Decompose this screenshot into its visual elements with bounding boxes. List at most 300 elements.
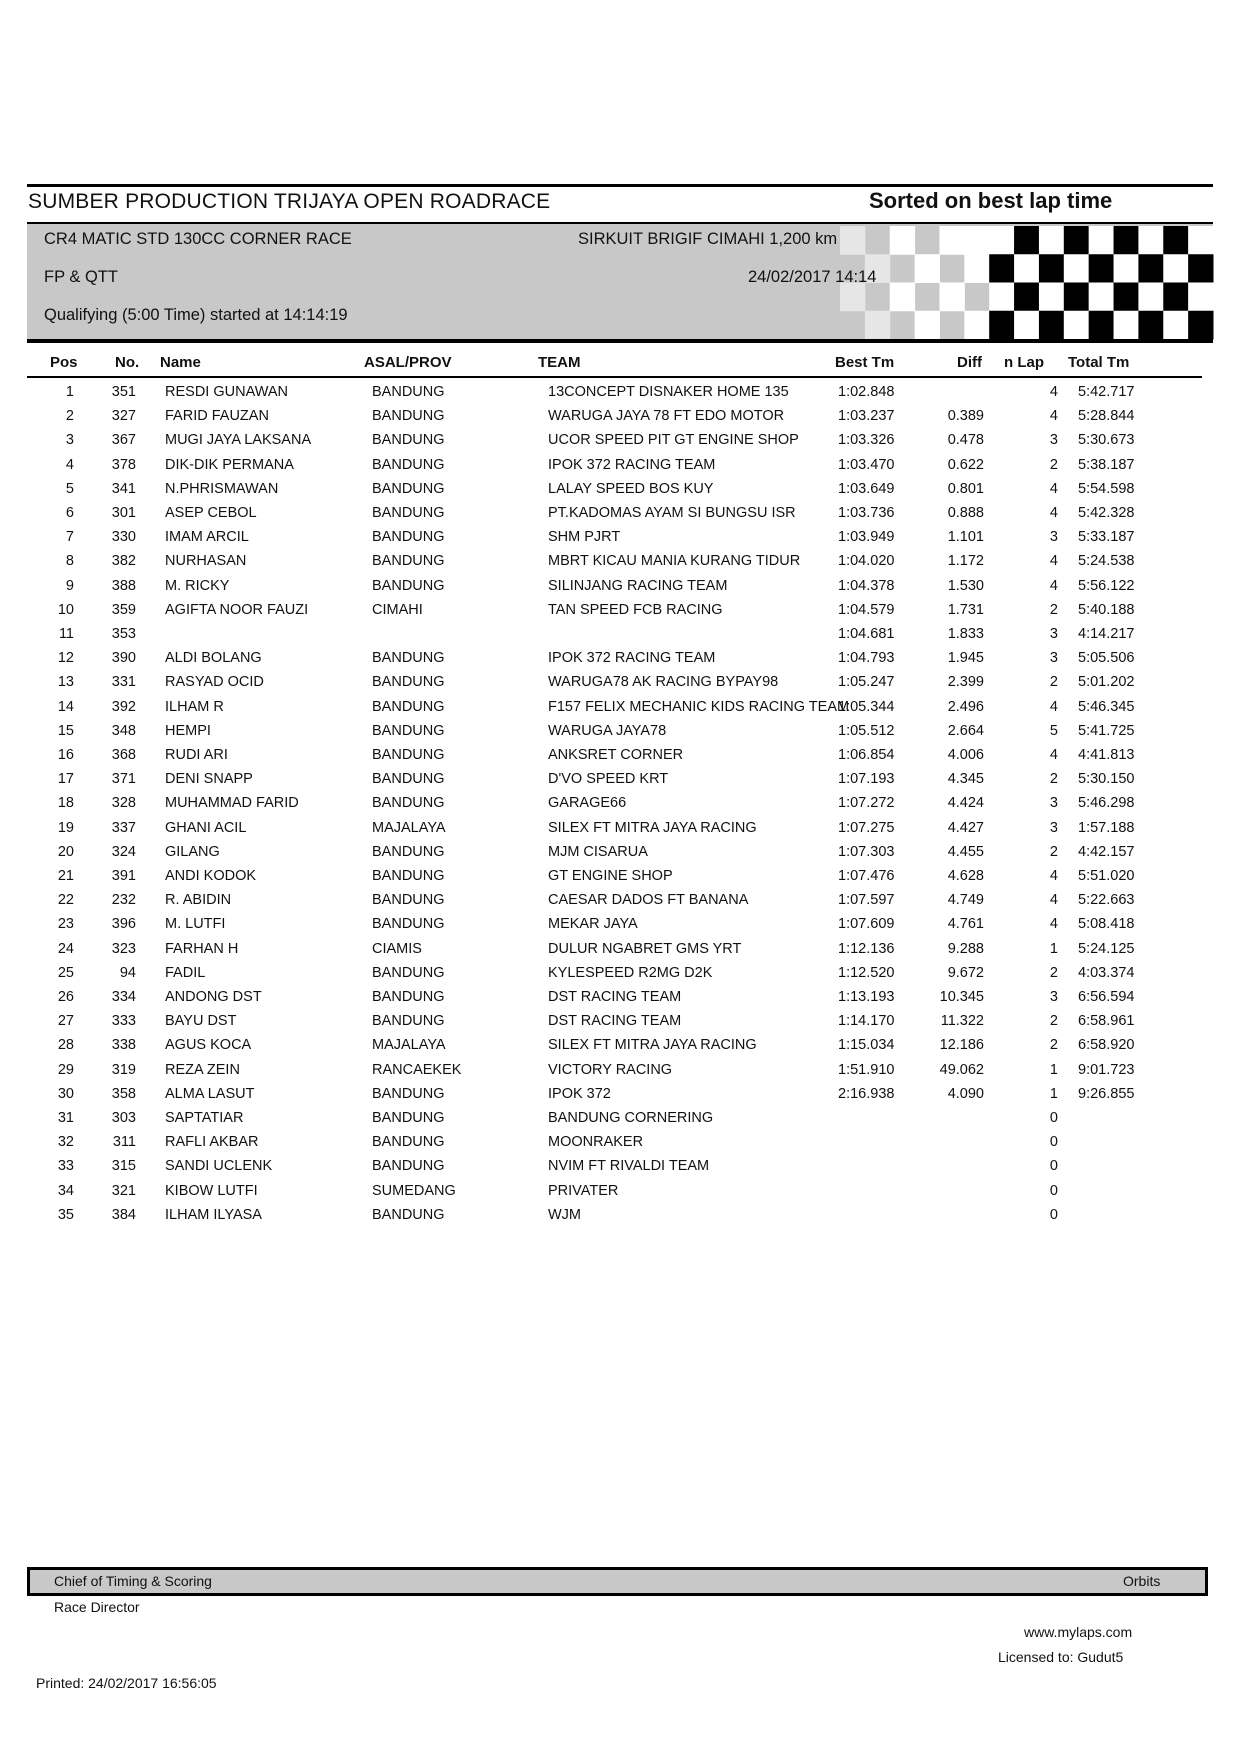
checkered-flag-graphic	[840, 226, 1213, 339]
flag-square	[840, 311, 865, 340]
cell-lap: 0	[1049, 1206, 1058, 1223]
cell-asal: BANDUNG	[372, 868, 445, 884]
cell-total: 5:56.122	[1078, 577, 1135, 594]
cell-diff: 1.833	[947, 626, 984, 642]
flag-square	[1014, 254, 1039, 283]
cell-asal: BANDUNG	[372, 1110, 445, 1126]
cell-diff: 2.496	[947, 698, 984, 715]
header-top-rule	[27, 184, 1213, 187]
col-no: No.	[115, 354, 140, 371]
cell-team: SHM PJRT	[548, 529, 621, 546]
circuit-name: SIRKUIT BRIGIF CIMAHI 1,200 km	[578, 230, 838, 248]
cell-name: ILHAM R	[165, 698, 224, 715]
cell-best: 1:04.378	[838, 577, 895, 594]
cell-total: 5:22.663	[1078, 892, 1135, 909]
cell-diff: 10.345	[939, 989, 984, 1005]
cell-name: FARHAN H	[165, 940, 239, 957]
cell-name: REZA ZEIN	[165, 1061, 240, 1078]
cell-pos: 4	[65, 456, 74, 473]
cell-best: 1:03.949	[838, 529, 895, 546]
cell-total: 5:42.328	[1078, 505, 1135, 521]
cell-no: 330	[111, 529, 136, 546]
cell-lap: 2	[1049, 771, 1058, 788]
col-team: TEAM	[538, 354, 581, 371]
cell-name: GHANI ACIL	[165, 819, 247, 836]
cell-team: DULUR NGABRET GMS YRT	[548, 940, 742, 957]
cell-name: ILHAM ILYASA	[165, 1206, 262, 1223]
flag-square	[1138, 283, 1163, 312]
flag-square	[989, 311, 1014, 340]
cell-name: ANDI KODOK	[165, 868, 257, 884]
cell-diff: 12.186	[939, 1037, 984, 1054]
cell-diff: 2.664	[947, 722, 984, 739]
table-row	[0, 1134, 1240, 1158]
cell-best: 1:03.326	[838, 432, 895, 449]
table-row	[0, 941, 1240, 965]
cell-total: 5:51.020	[1078, 868, 1135, 884]
cell-pos: 24	[57, 940, 74, 957]
flag-square	[964, 311, 989, 340]
cell-team: MJM CISARUA	[548, 843, 648, 860]
cell-name: AGUS KOCA	[165, 1037, 252, 1054]
cell-name: ASEP CEBOL	[165, 505, 257, 521]
cell-no: 323	[111, 940, 136, 957]
cell-diff: 9.672	[947, 964, 984, 981]
cell-name: RUDI ARI	[165, 747, 228, 763]
cell-asal: BANDUNG	[372, 1134, 445, 1151]
cell-lap: 3	[1049, 989, 1058, 1005]
cell-best: 1:05.247	[838, 674, 895, 691]
cell-name: RESDI GUNAWAN	[165, 384, 288, 400]
cell-lap: 3	[1049, 650, 1058, 667]
cell-no: 390	[111, 650, 136, 667]
cell-asal: BANDUNG	[372, 892, 445, 909]
cell-lap: 2	[1049, 674, 1058, 691]
flag-square	[964, 283, 989, 312]
flag-square	[1188, 254, 1213, 283]
cell-team: CAESAR DADOS FT BANANA	[548, 892, 749, 909]
cell-team: MOONRAKER	[548, 1134, 644, 1151]
cell-team: NVIM FT RIVALDI TEAM	[548, 1158, 710, 1175]
cell-lap: 2	[1049, 964, 1058, 981]
cell-no: 348	[111, 722, 136, 739]
flag-square	[1163, 254, 1188, 283]
cell-lap: 4	[1049, 747, 1058, 763]
cell-best: 1:03.736	[838, 505, 895, 521]
cell-team: TAN SPEED FCB RACING	[548, 601, 723, 618]
cell-total: 5:41.725	[1078, 722, 1135, 739]
cell-asal: CIAMIS	[372, 940, 422, 957]
cell-diff: 0.478	[947, 432, 984, 449]
cell-lap: 4	[1049, 916, 1058, 933]
cell-total: 1:57.188	[1078, 819, 1135, 836]
cell-lap: 2	[1049, 601, 1058, 618]
table-row	[0, 650, 1240, 674]
table-row	[0, 384, 1240, 408]
cell-total: 6:58.961	[1078, 1013, 1135, 1030]
flag-square	[1014, 283, 1039, 312]
cell-name: SANDI UCLENK	[165, 1158, 273, 1175]
cell-asal: BANDUNG	[372, 843, 445, 860]
cell-best: 1:03.237	[838, 408, 895, 425]
cell-lap: 4	[1049, 505, 1058, 521]
cell-team: DST RACING TEAM	[548, 989, 682, 1005]
flag-square	[1064, 311, 1089, 340]
col-name: Name	[160, 354, 201, 371]
table-row	[0, 965, 1240, 989]
cell-team: MEKAR JAYA	[548, 916, 638, 933]
cell-best: 1:07.193	[838, 771, 895, 788]
cell-lap: 3	[1049, 529, 1058, 546]
license-label: Licensed to: Gudut5	[998, 1649, 1124, 1665]
cell-lap: 4	[1049, 698, 1058, 715]
cell-total: 5:30.673	[1078, 432, 1135, 449]
cell-best: 1:15.034	[838, 1037, 895, 1054]
table-row	[0, 699, 1240, 723]
cell-team: D'VO SPEED KRT	[548, 771, 669, 788]
flag-square	[1039, 254, 1064, 283]
table-row	[0, 481, 1240, 505]
table-row	[0, 578, 1240, 602]
cell-no: 337	[111, 819, 136, 836]
cell-total: 5:28.844	[1078, 408, 1135, 425]
cell-team: SILEX FT MITRA JAYA RACING	[548, 1037, 757, 1054]
cell-lap: 4	[1049, 408, 1058, 425]
table-row	[0, 844, 1240, 868]
cell-best: 1:12.520	[838, 964, 895, 981]
flag-square	[1089, 283, 1114, 312]
cell-pos: 14	[57, 698, 74, 715]
cell-lap: 5	[1049, 722, 1058, 739]
cell-name: RAFLI AKBAR	[165, 1134, 259, 1151]
cell-total: 6:58.920	[1078, 1037, 1135, 1054]
cell-pos: 2	[65, 408, 74, 425]
flag-square	[1039, 283, 1064, 312]
cell-no: 324	[111, 843, 136, 860]
table-header-rule	[27, 376, 1202, 378]
cell-asal: BANDUNG	[372, 1013, 445, 1030]
cell-no: 303	[111, 1110, 136, 1126]
cell-team: GT ENGINE SHOP	[548, 868, 673, 884]
flag-square	[939, 254, 964, 283]
table-row	[0, 795, 1240, 819]
cell-total: 4:03.374	[1078, 964, 1135, 981]
cell-best: 1:51.910	[838, 1061, 895, 1078]
cell-best: 1:13.193	[838, 989, 895, 1005]
cell-asal: BANDUNG	[372, 795, 445, 812]
flag-square	[1014, 226, 1039, 255]
cell-no: 341	[111, 480, 136, 497]
cell-diff: 0.622	[947, 456, 984, 473]
printed-timestamp: Printed: 24/02/2017 16:56:05	[36, 1675, 217, 1691]
cell-no: 338	[111, 1037, 136, 1054]
cell-no: 367	[111, 432, 136, 449]
cell-name: AGIFTA NOOR FAUZI	[165, 601, 309, 618]
flag-square	[1163, 283, 1188, 312]
cell-lap: 1	[1049, 1085, 1058, 1102]
race-class: CR4 MATIC STD 130CC CORNER RACE	[44, 230, 352, 248]
cell-team: DST RACING TEAM	[548, 1013, 682, 1030]
cell-team: VICTORY RACING	[548, 1061, 673, 1078]
cell-team: GARAGE66	[548, 795, 627, 812]
cell-name: ALDI BOLANG	[165, 650, 262, 667]
cell-name: BAYU DST	[165, 1013, 237, 1030]
cell-asal: BANDUNG	[372, 384, 445, 400]
cell-asal: BANDUNG	[372, 432, 445, 449]
cell-asal: BANDUNG	[372, 771, 445, 788]
cell-team: IPOK 372	[548, 1085, 611, 1102]
table-row	[0, 1110, 1240, 1134]
cell-team: IPOK 372 RACING TEAM	[548, 650, 716, 667]
cell-total: 5:54.598	[1078, 480, 1135, 497]
cell-lap: 3	[1049, 795, 1058, 812]
flag-square	[915, 311, 940, 340]
cell-lap: 4	[1049, 892, 1058, 909]
flag-square	[890, 226, 915, 255]
cell-total: 5:30.150	[1078, 771, 1135, 788]
cell-pos: 30	[57, 1085, 74, 1102]
cell-pos: 1	[65, 384, 74, 400]
cell-asal: SUMEDANG	[372, 1182, 456, 1199]
flag-square	[1064, 283, 1089, 312]
table-row	[0, 457, 1240, 481]
cell-diff: 4.749	[947, 892, 984, 909]
cell-pos: 34	[57, 1182, 74, 1199]
col-best: Best Tm	[835, 354, 895, 371]
cell-lap: 3	[1049, 432, 1058, 449]
table-row	[0, 626, 1240, 650]
session-datetime: 24/02/2017 14:14	[748, 268, 877, 286]
cell-name: GILANG	[165, 843, 220, 860]
cell-pos: 16	[57, 747, 74, 763]
cell-total: 5:24.125	[1078, 940, 1135, 957]
cell-team: IPOK 372 RACING TEAM	[548, 456, 716, 473]
table-row	[0, 408, 1240, 432]
info-box-bottom-rule	[27, 339, 1213, 343]
cell-pos: 32	[57, 1134, 74, 1151]
cell-no: 331	[111, 674, 136, 691]
session-name: FP & QTT	[44, 268, 118, 286]
cell-no: 371	[111, 771, 136, 788]
cell-asal: BANDUNG	[372, 747, 445, 763]
cell-lap: 4	[1049, 553, 1058, 570]
table-row	[0, 1207, 1240, 1231]
cell-lap: 0	[1049, 1110, 1058, 1126]
cell-team: F157 FELIX MECHANIC KIDS RACING TEAM	[548, 698, 850, 715]
cell-best: 1:07.597	[838, 892, 895, 909]
flag-square	[840, 226, 865, 255]
cell-name: M. RICKY	[165, 577, 230, 594]
cell-pos: 9	[65, 577, 74, 594]
cell-no: 232	[111, 892, 136, 909]
cell-diff: 9.288	[947, 940, 984, 957]
cell-pos: 26	[57, 989, 74, 1005]
flag-square	[865, 311, 890, 340]
cell-pos: 17	[57, 771, 74, 788]
cell-no: 384	[111, 1206, 136, 1223]
cell-total: 4:42.157	[1078, 843, 1135, 860]
orbits-label: Orbits	[1123, 1573, 1161, 1589]
cell-lap: 0	[1049, 1182, 1058, 1199]
cell-asal: MAJALAYA	[372, 1037, 446, 1054]
cell-no: 351	[111, 384, 136, 400]
cell-asal: BANDUNG	[372, 1206, 445, 1223]
flag-square	[1114, 283, 1139, 312]
table-row	[0, 674, 1240, 698]
cell-asal: BANDUNG	[372, 674, 445, 691]
cell-diff: 4.455	[947, 843, 984, 860]
cell-asal: BANDUNG	[372, 456, 445, 473]
cell-team: 13CONCEPT DISNAKER HOME 135	[548, 384, 789, 400]
cell-lap: 4	[1049, 868, 1058, 884]
cell-lap: 3	[1049, 819, 1058, 836]
cell-total: 5:46.298	[1078, 795, 1135, 812]
flag-square	[989, 283, 1014, 312]
cell-name: IMAM ARCIL	[165, 529, 249, 546]
cell-lap: 0	[1049, 1158, 1058, 1175]
cell-total: 5:01.202	[1078, 674, 1135, 691]
cell-team: WARUGA78 AK RACING BYPAY98	[548, 674, 779, 691]
cell-asal: BANDUNG	[372, 1085, 445, 1102]
cell-asal: BANDUNG	[372, 480, 445, 497]
table-row	[0, 505, 1240, 529]
cell-diff: 4.090	[947, 1085, 984, 1102]
cell-name: KIBOW LUTFI	[165, 1182, 258, 1199]
cell-no: 315	[111, 1158, 136, 1175]
cell-best: 1:06.854	[838, 747, 895, 763]
flag-square	[915, 226, 940, 255]
cell-diff: 2.399	[947, 674, 984, 691]
flag-square	[1014, 311, 1039, 340]
cell-no: 358	[111, 1085, 136, 1102]
cell-best: 1:03.649	[838, 480, 895, 497]
flag-square	[964, 226, 989, 255]
cell-lap: 0	[1049, 1134, 1058, 1151]
cell-name: ANDONG DST	[165, 989, 262, 1005]
cell-total: 9:01.723	[1078, 1061, 1135, 1078]
cell-team: ANKSRET CORNER	[548, 747, 684, 763]
table-row	[0, 1183, 1240, 1207]
cell-team: BANDUNG CORNERING	[548, 1110, 714, 1126]
cell-total: 5:42.717	[1078, 384, 1135, 400]
cell-diff: 1.530	[947, 577, 984, 594]
flag-square	[1138, 254, 1163, 283]
cell-pos: 21	[57, 868, 74, 884]
cell-no: 388	[111, 577, 136, 594]
col-lap: n Lap	[1004, 354, 1044, 371]
cell-total: 4:41.813	[1078, 747, 1135, 763]
table-row	[0, 529, 1240, 553]
col-diff: Diff	[957, 354, 982, 371]
flag-square	[989, 226, 1014, 255]
cell-pos: 28	[57, 1037, 74, 1054]
cell-no: 353	[111, 626, 136, 642]
flag-square	[1064, 226, 1089, 255]
website-label: www.mylaps.com	[1024, 1624, 1133, 1640]
col-asal: ASAL/PROV	[364, 354, 452, 371]
cell-total: 5:24.538	[1078, 553, 1135, 570]
cell-asal: BANDUNG	[372, 916, 445, 933]
cell-team: PRIVATER	[548, 1182, 619, 1199]
table-row	[0, 602, 1240, 626]
table-row	[0, 723, 1240, 747]
cell-pos: 3	[65, 432, 74, 449]
cell-best: 1:04.681	[838, 626, 895, 642]
cell-asal: BANDUNG	[372, 529, 445, 546]
cell-best: 1:14.170	[838, 1013, 895, 1030]
cell-lap: 4	[1049, 577, 1058, 594]
cell-total: 5:05.506	[1078, 650, 1135, 667]
col-total: Total Tm	[1068, 354, 1130, 371]
cell-diff: 4.424	[947, 795, 984, 812]
cell-pos: 10	[57, 601, 74, 618]
flag-square	[1188, 226, 1213, 255]
cell-pos: 25	[57, 964, 74, 981]
cell-lap: 1	[1049, 940, 1058, 957]
cell-name: HEMPI	[165, 722, 211, 739]
cell-asal: BANDUNG	[372, 1158, 445, 1175]
cell-pos: 23	[57, 916, 74, 933]
cell-team: MBRT KICAU MANIA KURANG TIDUR	[548, 553, 801, 570]
flag-square	[1039, 311, 1064, 340]
cell-best: 1:07.275	[838, 819, 895, 836]
cell-pos: 11	[58, 626, 74, 642]
flag-square	[939, 283, 964, 312]
cell-no: 382	[111, 553, 136, 570]
flag-square	[964, 254, 989, 283]
cell-pos: 19	[57, 819, 74, 836]
cell-best: 1:07.303	[838, 843, 895, 860]
cell-asal: BANDUNG	[372, 505, 445, 521]
table-row	[0, 1062, 1240, 1086]
cell-diff: 4.427	[947, 819, 984, 836]
cell-pos: 22	[57, 892, 74, 909]
flag-square	[1064, 254, 1089, 283]
cell-team: WARUGA JAYA78	[548, 722, 667, 739]
race-director-label: Race Director	[54, 1599, 140, 1615]
flag-square	[1163, 226, 1188, 255]
cell-total: 6:56.594	[1078, 989, 1135, 1005]
cell-total: 5:38.187	[1078, 456, 1135, 473]
flag-square	[1138, 226, 1163, 255]
table-row	[0, 1013, 1240, 1037]
cell-pos: 33	[57, 1158, 74, 1175]
cell-pos: 18	[57, 795, 74, 812]
flag-square	[1089, 254, 1114, 283]
table-row	[0, 868, 1240, 892]
cell-team: KYLESPEED R2MG D2K	[548, 964, 713, 981]
cell-lap: 4	[1049, 384, 1058, 400]
cell-no: 392	[111, 698, 136, 715]
cell-pos: 13	[57, 674, 74, 691]
table-row	[0, 771, 1240, 795]
qualifying-note: Qualifying (5:00 Time) started at 14:14:19	[44, 306, 348, 324]
cell-no: 396	[111, 916, 136, 933]
cell-asal: BANDUNG	[372, 650, 445, 667]
cell-best: 2:16.938	[838, 1085, 895, 1102]
cell-best: 1:07.609	[838, 916, 895, 933]
cell-no: 359	[111, 601, 136, 618]
cell-pos: 20	[57, 843, 74, 860]
flag-square	[865, 226, 890, 255]
cell-team: WJM	[548, 1206, 582, 1223]
cell-diff: 4.006	[947, 747, 984, 763]
cell-name: MUGI JAYA LAKSANA	[165, 432, 312, 449]
cell-best: 1:02.848	[838, 384, 895, 400]
cell-diff: 4.761	[947, 916, 984, 933]
cell-pos: 29	[57, 1061, 74, 1078]
flag-square	[939, 226, 964, 255]
